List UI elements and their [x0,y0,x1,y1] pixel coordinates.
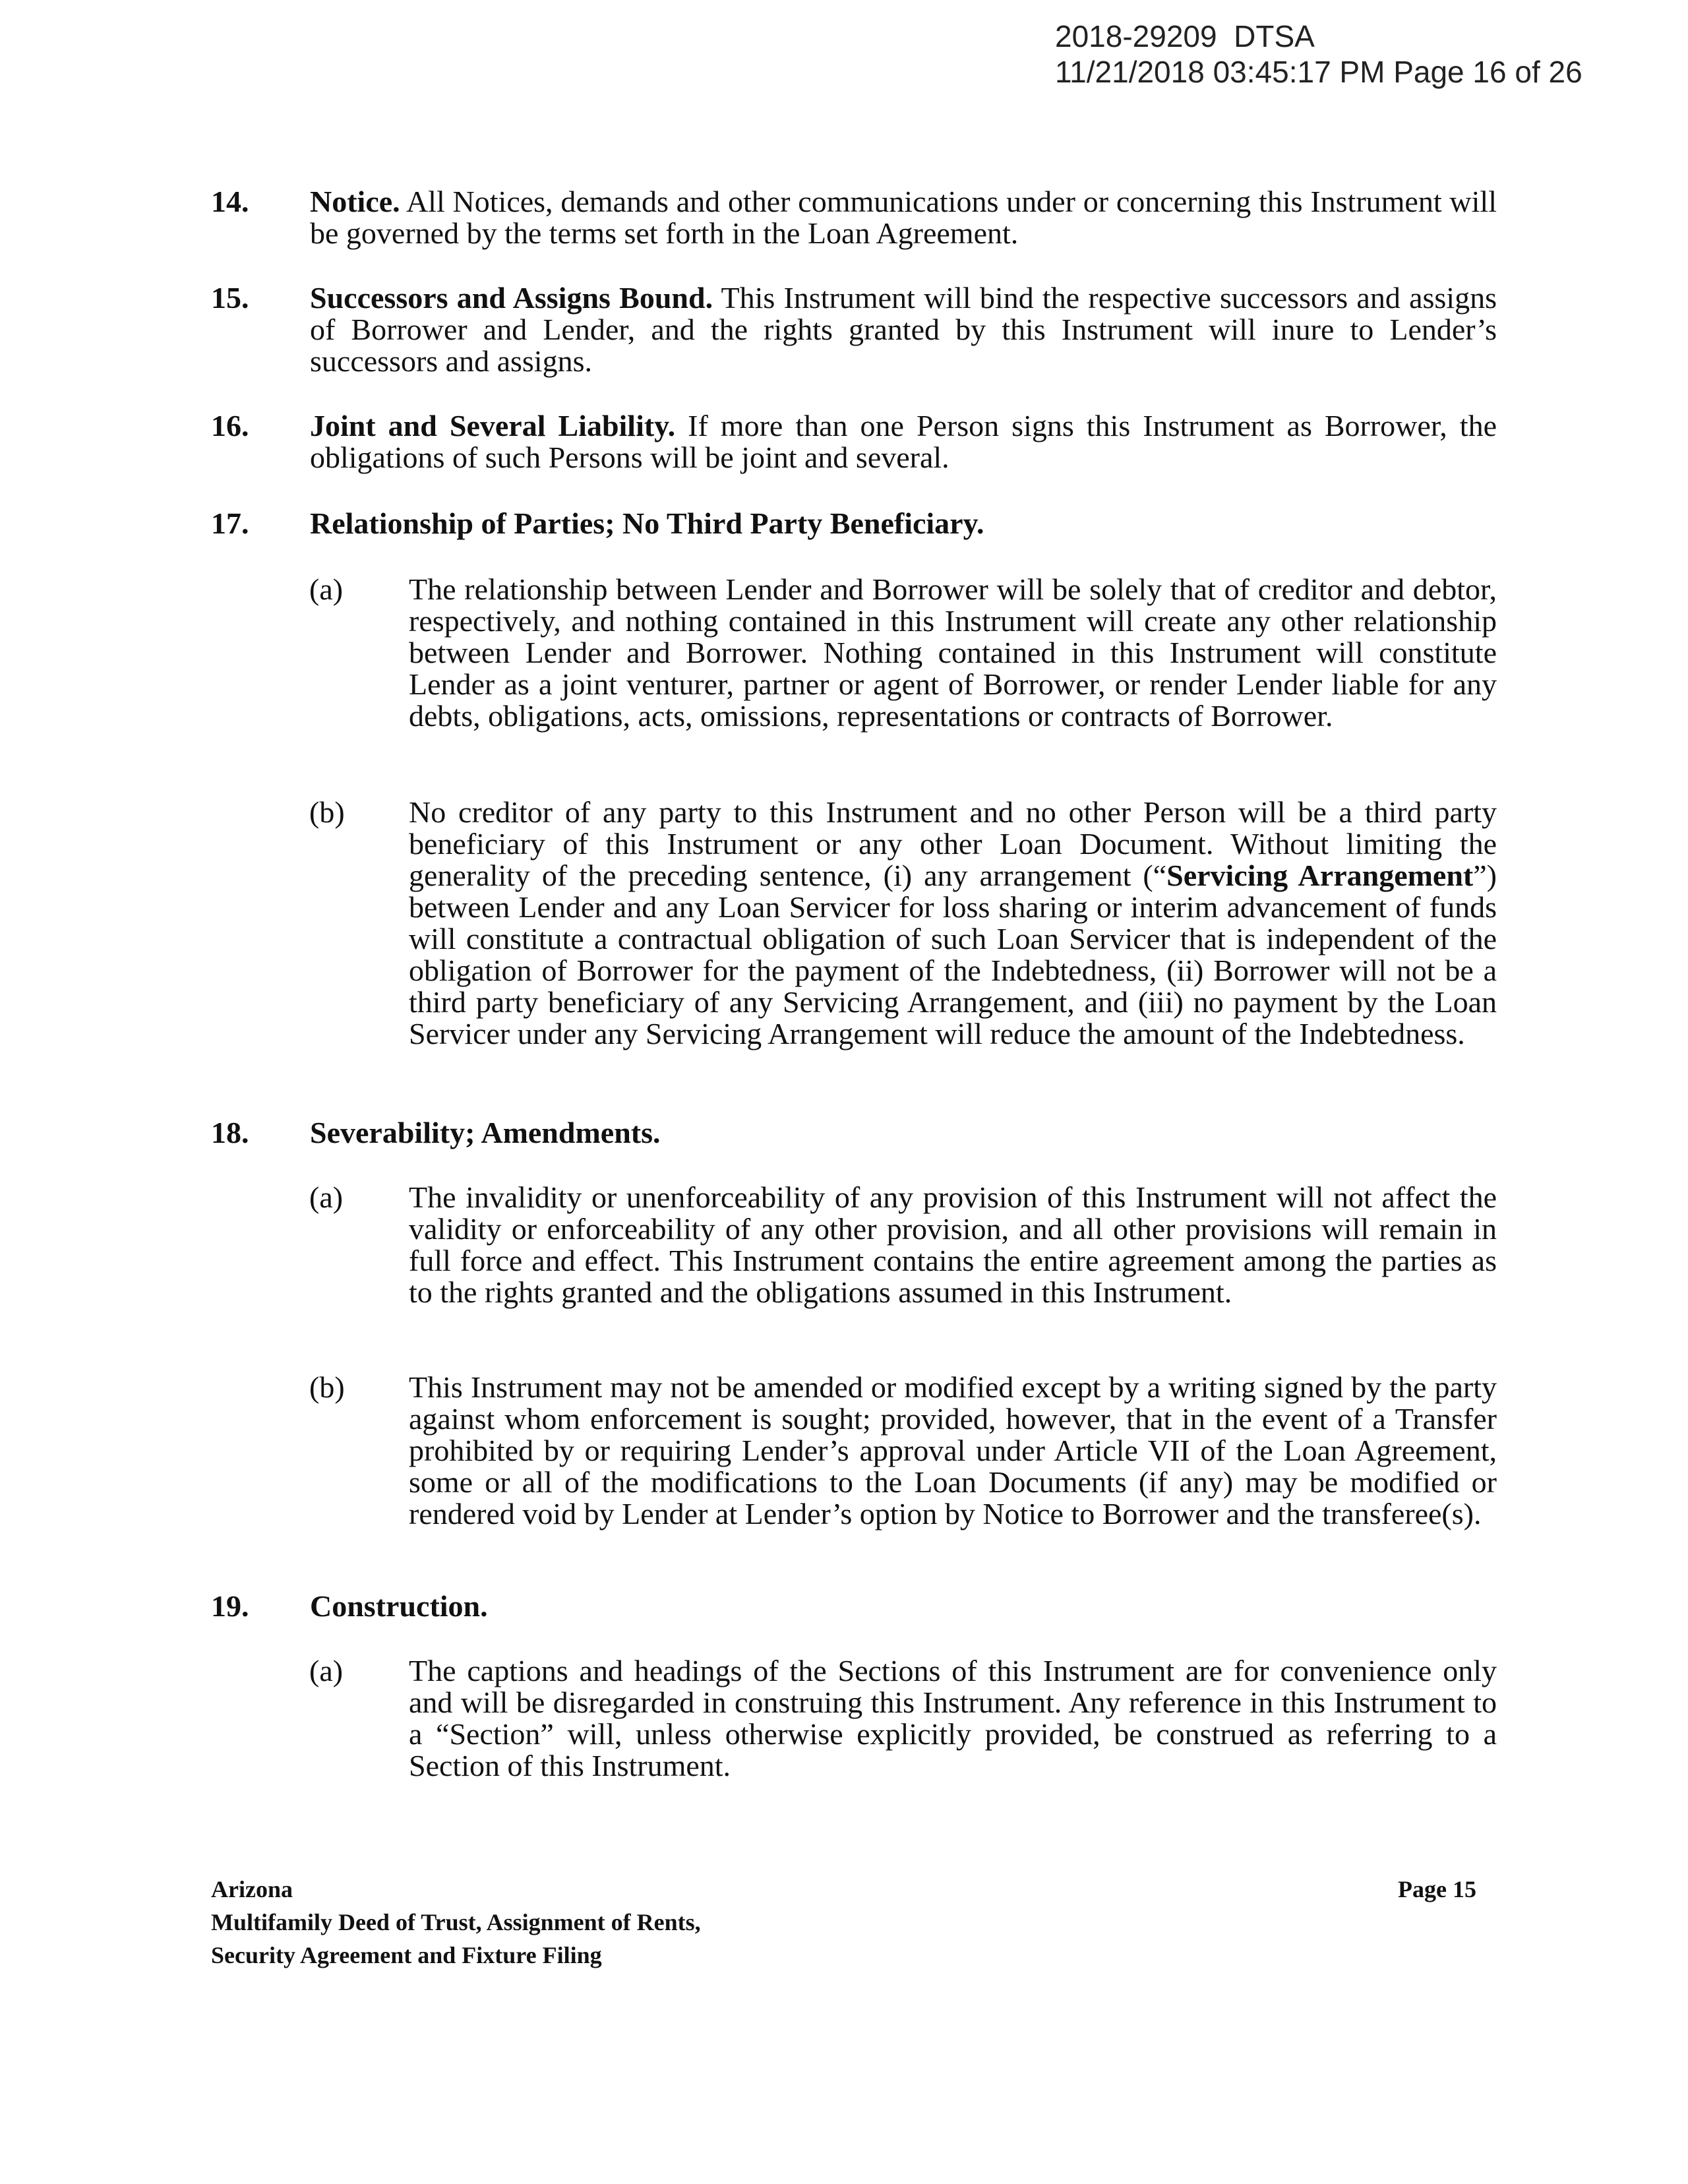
section-title: Severability; Amendments. [310,1116,661,1149]
subsection-text: The captions and headings of the Sections of this Instrument are for convenience only and will be disregarded in construing this Instrument. Any reference in this Instrument to a “Section” will, unless otherwise explicitly provided, be construed as referring to a Section of this Instrument. [409,1654,1497,1782]
subsection-label: (a) [309,1180,344,1214]
subsection-label: (a) [309,1654,344,1687]
section-title: Relationship of Parties; No Third Party Beneficiary. [310,506,984,540]
recording-number: 2018-29209 DTSA [1055,19,1315,53]
section-17-b [309,795,1497,1050]
subsection-text: The invalidity or unenforceability of any provision of this Instrument will not affect the validity or enforceability of any other provision, and all other provisions will remain in full force and effect. This Instrument contains the entire agreement among the parties as to the rights granted and the obligations assumed in this Instrument. [409,1180,1497,1309]
subsection-text-part: No creditor of any party to this Instrument and no other Person will be a third party beneficiary of this Instrument or any other Loan Document. Without limiting the generality of the preceding sentence, (i) any arrangement (“ [409,795,1497,892]
subsection-text-part: ”) between Lender and any Loan Servicer for loss sharing or interim advancement of funds will constitute a contractual obligation of such Loan Servicer that is independent of the obligation of Borrower for the payment of the Indebtedness, (ii) Borrower will not be a third party beneficiary of any Servicing Arrangement, and (iii) no payment by the Loan Servicer under any Servicing Arrangement will reduce the amount of the Indebtedness. [409,859,1497,1050]
section-number: 14. [211,185,249,218]
footer-title-line2: Security Agreement and Fixture Filing [211,1942,602,1968]
footer-state: Arizona [211,1876,293,1902]
document-footer [211,1873,701,1972]
section-title: Notice. [310,185,400,218]
section-title: Construction. [310,1589,488,1623]
subsection-text [409,797,1497,1050]
subsection-label: (b) [309,795,345,829]
section-body [310,186,1497,249]
defined-term: Servicing Arrangement [1166,859,1474,892]
section-number: 19. [211,1589,249,1623]
recording-stamp [1055,18,1635,90]
section-number: 15. [211,281,249,315]
section-number: 17. [211,506,249,540]
section-19-a [309,1654,1497,1782]
section-number: 18. [211,1116,249,1149]
section-title: Successors and Assigns Bound. [310,281,713,315]
recording-timestamp: 11/21/2018 03:45:17 PM Page 16 of 26 [1055,55,1582,89]
subsection-label: (b) [309,1370,345,1404]
section-18-b [309,1370,1497,1531]
page-number: Page 15 [1398,1876,1476,1902]
section-body [310,1591,1497,1622]
subsection-text: The relationship between Lender and Borrower will be solely that of creditor and debtor, respectively, and nothing contained in this Instrument will create any other relationship between Lender and Borrower. Nothing contained in this Instrument will constitute Lender as a joint venturer, partner or agent of Borrower, or render Lender liable for any debts, obligations, acts, omissions, representations or contracts of Borrower. [409,572,1497,733]
section-body [310,1117,1497,1149]
section-body [310,282,1497,377]
subsection-label: (a) [309,572,344,606]
subsection-text: This Instrument may not be amended or modified except by a writing signed by the party against whom enforcement is sought; provided, however, that in the event of a Transfer prohibited by or requiring Lender’s approval under Article VII of the Loan Agreement, some or all of the modifications to the Loan Documents (if any) may be modified or rendered void by Lender at Lender’s option by Notice to Borrower and the transferee(s). [409,1370,1497,1531]
section-18-a [309,1180,1497,1309]
section-title: Joint and Several Liability. [310,409,676,442]
section-body [310,410,1497,473]
section-body [310,508,1497,539]
section-text: All Notices, demands and other communications under or concerning this Instrument will be governed by the terms set forth in the Loan Agreement. [310,185,1497,250]
footer-title-line1: Multifamily Deed of Trust, Assignment of Rents, [211,1909,701,1935]
section-text: If more than one Person signs this Instrument as Borrower, the obligations of such Persons will be joint and several. [310,409,1497,474]
section-17-a [309,572,1497,733]
section-text: This Instrument will bind the respective successors and assigns of Borrower and Lender, and the rights granted by this Instrument will inure to Lender’s successors and assigns. [310,281,1497,378]
section-number: 16. [211,409,249,442]
